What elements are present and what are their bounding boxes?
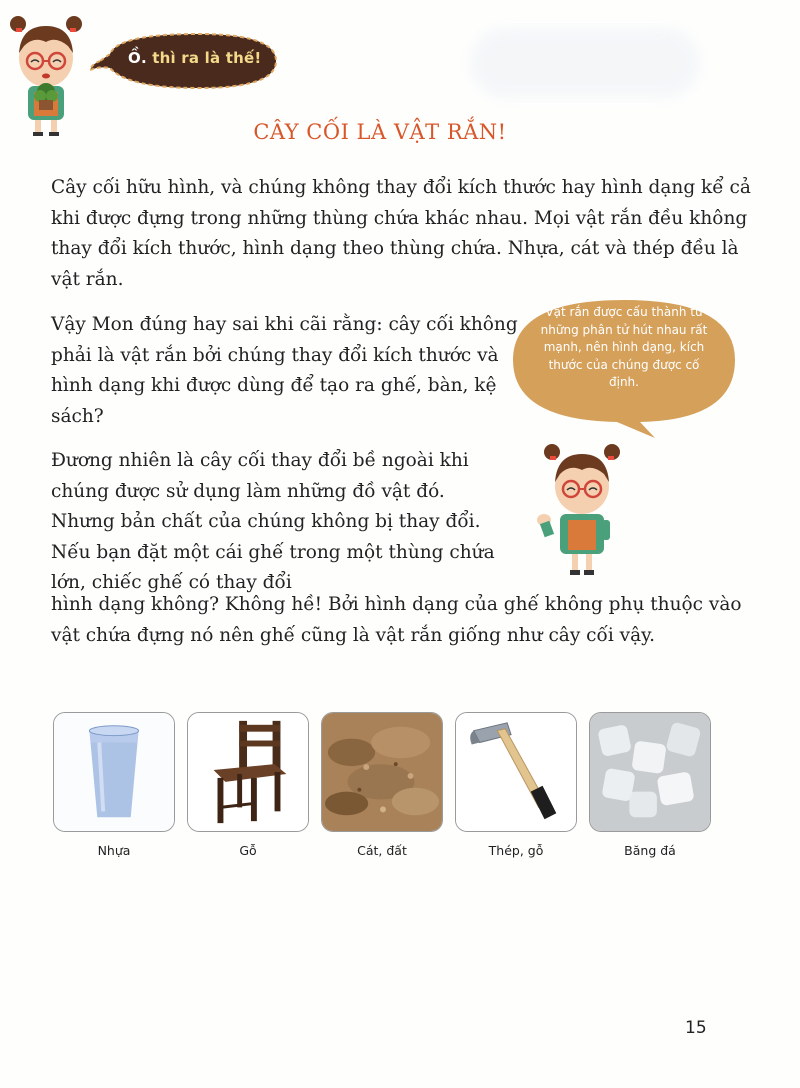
gallery-card-ice [589, 712, 711, 832]
sand-soil-icon [322, 713, 442, 831]
paragraph-3: Đương nhiên là cây cối thay đổi bề ngoài khi chúng được sử dụng làm những đồ vật đó. Nhưng bản chất của chúng không bị thay đổi. Nếu bạn đặt một cái ghế trong một thùng chứa lớn, chiếc ghế có thay đổi [51, 450, 495, 593]
materials-gallery [53, 712, 713, 872]
hammer-icon [456, 713, 576, 831]
paragraph-1: Cây cối hữu hình, và chúng không thay đổi kích thước hay hình dạng kể cả khi được đựng trong những thùng chứa khác nhau. Mọi vật rắn đều không thay đổi kích thước, hình dạng theo thùng chứa. Nhựa, cát và thép đều là vật rắn. [51, 177, 751, 290]
caption-plastic: Nhựa [97, 843, 131, 858]
paragraph-2: Vậy Mon đúng hay sai khi cãi rằng: cây cối không phải là vật rắn bởi chúng thay đổi kích thước và hình dạng khi được dùng để tạo ra ghế, bàn, kệ sách? [51, 314, 518, 427]
girl-holding-plant-illustration [6, 8, 86, 138]
gallery-card-sand [321, 712, 443, 832]
header-bubble-text: Ồ. thì ra là thế! [128, 49, 262, 67]
gallery-card-plastic [53, 712, 175, 832]
caption-steel: Thép, gỗ [488, 843, 544, 858]
header-speech-bubble [88, 30, 280, 92]
gallery-card-steel [455, 712, 577, 832]
fact-speech-bubble [505, 296, 743, 441]
plastic-cup-icon [54, 713, 174, 831]
ice-cubes-icon [590, 713, 710, 831]
girl-thinking-illustration [530, 440, 640, 580]
caption-wood: Gỗ [239, 843, 257, 858]
paragraph-4: hình dạng không? Không hề! Bởi hình dạng của ghế không phụ thuộc vào vật chứa đựng nó nên ghế cũng là vật rắn giống như cây cối vậy. [51, 594, 742, 646]
decorative-cloud [470, 28, 700, 98]
page-number: 15 [685, 1018, 707, 1038]
gallery-card-wood [187, 712, 309, 832]
caption-ice: Băng đá [624, 843, 676, 858]
wooden-chair-icon [188, 713, 308, 831]
page-title: CÂY CỐI LÀ VẬT RẮN! [253, 120, 507, 144]
fact-bubble-text: Vật rắn được cấu thành từ những phân tử hút nhau rất mạnh, nên hình dạng, kích thước của chúng được cố định. [540, 305, 708, 389]
caption-sand: Cát, đất [357, 843, 407, 858]
